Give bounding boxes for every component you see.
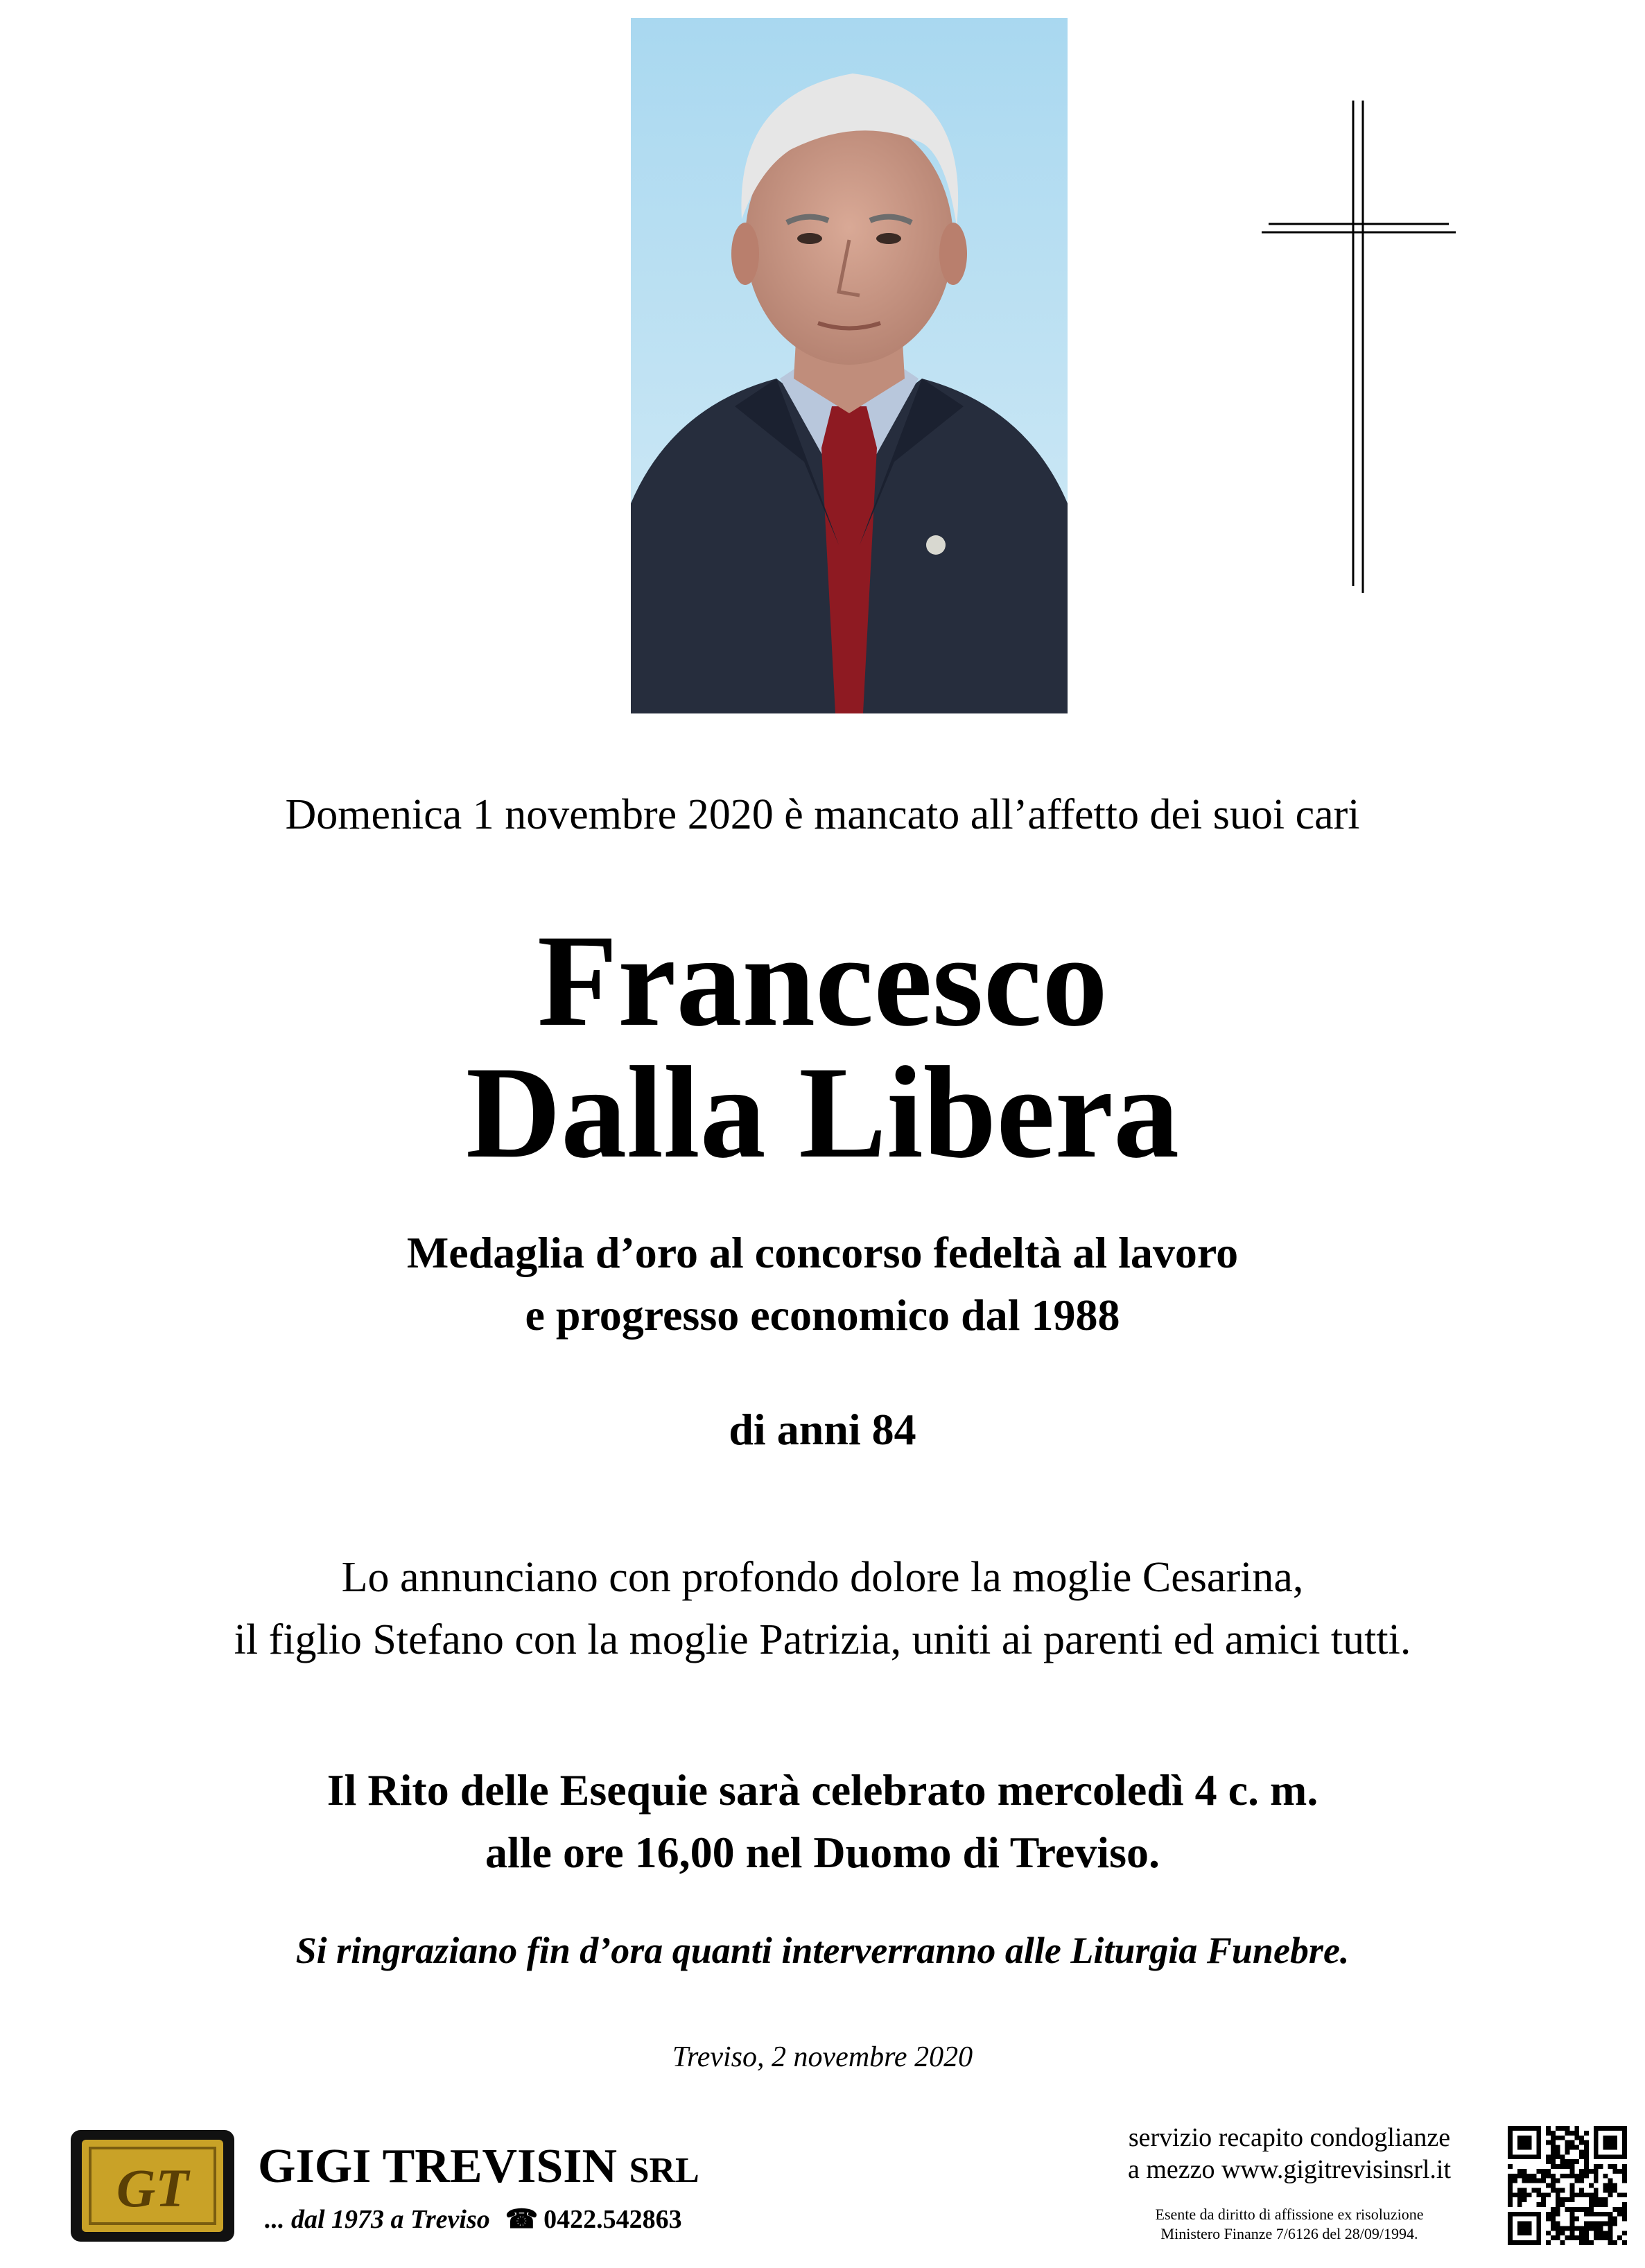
honor-line-2: e progresso economico dal 1988 <box>525 1290 1120 1340</box>
deceased-last-name: Dalla Libera <box>465 1040 1180 1186</box>
exempt-line-1: Esente da diritto di affissione ex risoluzione <box>1155 2206 1424 2223</box>
place-date: Treviso, 2 novembre 2020 <box>672 2041 973 2073</box>
age: di anni 84 <box>729 1405 916 1454</box>
exempt-line-2: Ministero Finanze 7/6126 del 28/09/1994. <box>1160 2225 1418 2242</box>
company-tagline <box>265 2204 682 2235</box>
service-line-2[interactable]: a mezzo www.gigitrevisinsrl.it <box>1127 2155 1452 2184</box>
thanks-line: Si ringraziano fin d’ora quanti interverranno alle Liturgia Funebre. <box>295 1930 1350 1971</box>
announcement-line-2: il figlio Stefano con la moglie Patrizia, uniti ai parenti ed amici tutti. <box>234 1616 1411 1663</box>
funeral-rite-line-2: alle ore 16,00 nel Duomo di Treviso. <box>485 1828 1160 1877</box>
svg-text:GT: GT <box>116 2158 189 2218</box>
exemption-note <box>1081 2205 1497 2244</box>
death-announcement-intro: Domenica 1 novembre 2020 è mancato all’affetto dei suoi cari <box>285 791 1360 838</box>
service-line-1: servizio recapito condoglianze <box>1128 2123 1451 2152</box>
qr-code-icon[interactable] <box>1508 2126 1627 2245</box>
company-logo <box>69 2129 236 2243</box>
deceased-first-name: Francesco <box>537 908 1108 1054</box>
telephone-icon: ☎ <box>505 2205 539 2234</box>
since-text: ... dal 1973 a Treviso <box>265 2205 490 2234</box>
cross-icon <box>1262 101 1456 593</box>
announcement-line-1: Lo annunciano con profondo dolore la moglie Cesarina, <box>341 1554 1304 1601</box>
phone-number: 0422.542863 <box>543 2205 682 2234</box>
condolence-service-text <box>1081 2122 1497 2185</box>
funeral-rite-line-1: Il Rito delle Esequie sarà celebrato mercoledì 4 c. m. <box>327 1765 1318 1815</box>
company-suffix: SRL <box>629 2151 699 2190</box>
honor-line-1: Medaglia d’oro al concorso fedeltà al lavoro <box>406 1228 1239 1277</box>
company-name: GIGI TREVISIN SRL <box>258 2140 699 2193</box>
portrait-photo <box>631 18 1068 713</box>
